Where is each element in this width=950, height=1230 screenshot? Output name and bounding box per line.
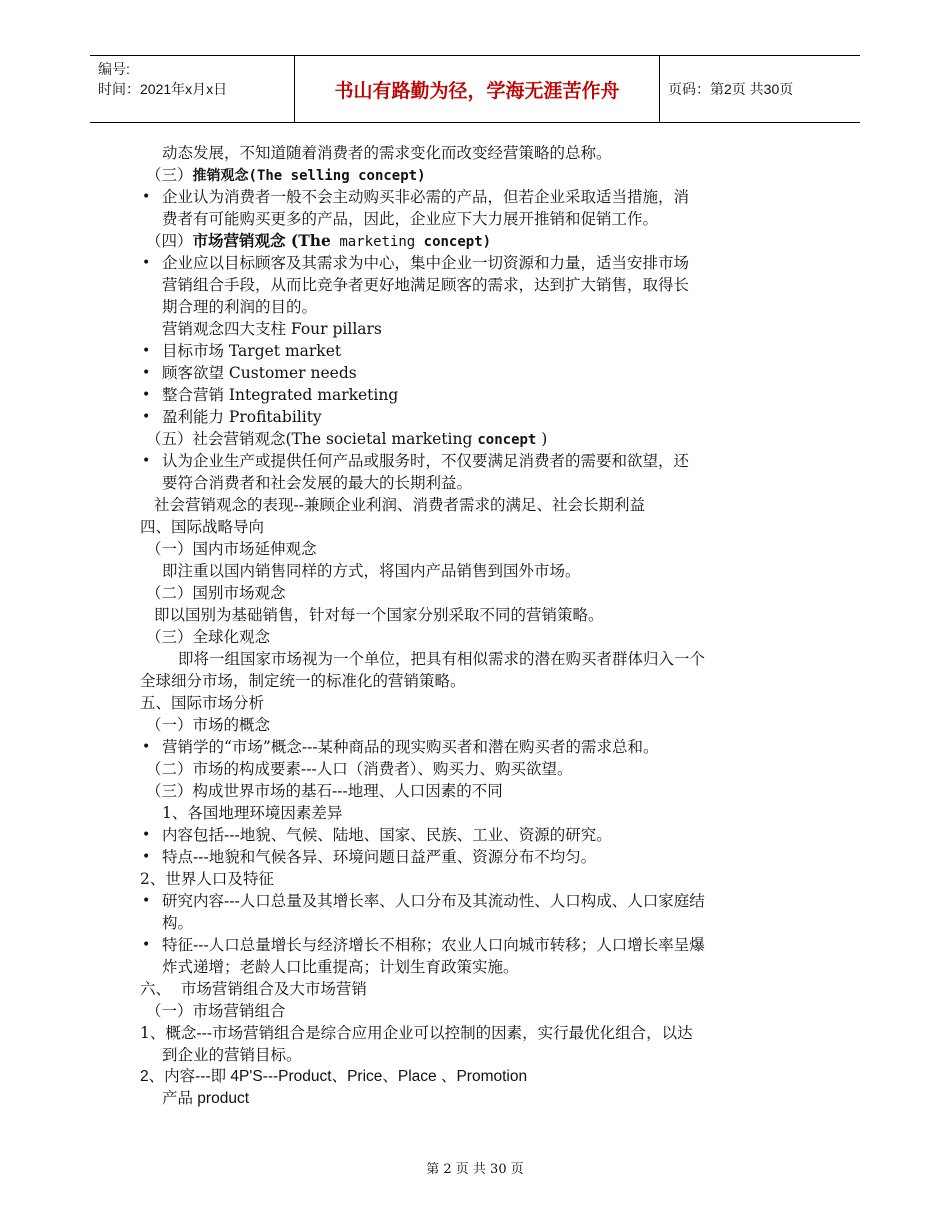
section-heading: 四、国际战略导向 [140, 518, 265, 536]
section-heading [140, 428, 820, 450]
bullet-line [140, 846, 820, 868]
text-line: 2、世界人口及特征 [140, 870, 274, 888]
text-line: 费者有可能购买更多的产品，因此，企业应下大力展开推销和促销工作。 [162, 210, 659, 228]
bullet-line [140, 450, 820, 472]
header-meta [90, 56, 295, 122]
bullet-icon: • [142, 343, 151, 359]
bullet-icon: • [142, 453, 151, 469]
bullet-icon: • [142, 739, 151, 755]
text-line: 1、概念---市场营销组合是综合应用企业可以控制的因素，实行最优化组合，以达 [140, 1024, 693, 1042]
section-heading: （一）市场营销组合 [146, 1002, 286, 1020]
text-line: 到企业的营销目标。 [162, 1046, 302, 1064]
bullet-line [140, 824, 820, 846]
heading-title: 推销观念(The selling concept) [192, 168, 426, 184]
bullet-icon: • [142, 365, 151, 381]
bullet-line [140, 252, 820, 274]
document-body [140, 142, 820, 1110]
bullet-line [140, 406, 820, 428]
bullet-text: 特点---地貌和气候各异、环境问题日益严重、资源分布不均匀。 [162, 848, 597, 866]
bullet-icon: • [142, 849, 151, 865]
bullet-text: 顾客欲望 Customer needs [162, 364, 357, 382]
text-line: 构。 [162, 914, 194, 932]
page-header [90, 55, 860, 123]
bullet-line [140, 340, 820, 362]
bullet-text: 企业应以目标顾客及其需求为中心，集中企业一切资源和力量，适当安排市场 [162, 254, 690, 272]
bullet-text: 整合营销 Integrated marketing [162, 386, 399, 404]
section-heading: （二）国别市场观念 [146, 584, 286, 602]
bullet-line [140, 890, 820, 912]
bullet-line [140, 186, 820, 208]
text-line: 全球细分市场，制定统一的标准化的营销策略。 [140, 672, 466, 690]
text-line: 动态发展，不知道随着消费者的需求变化而改变经营策略的总称。 [162, 144, 612, 162]
text-line: 营销组合手段，从而比竞争者更好地满足顾客的需求，达到扩大销售，取得长 [162, 276, 690, 294]
bullet-icon: • [142, 409, 151, 425]
bullet-icon: • [142, 189, 151, 205]
text-line: 要符合消费者和社会发展的最大的长期利益。 [162, 474, 473, 492]
bullet-icon: • [142, 827, 151, 843]
text-line: 1、各国地理环境因素差异 [162, 804, 343, 822]
heading-prefix: （三） [146, 166, 193, 184]
bullet-line [140, 934, 820, 956]
bullet-icon: • [142, 893, 151, 909]
heading-text-bold: concept [477, 432, 537, 448]
text-line: 即注重以国内销售同样的方式，将国内产品销售到国外市场。 [162, 562, 581, 580]
time-label: 时间：2021年x月x日 [98, 81, 228, 97]
text-line: 即以国别为基础销售，针对每一个国家分别采取不同的营销策略。 [154, 606, 604, 624]
section-heading: （三）构成世界市场的基石---地理、人口因素的不同 [146, 782, 503, 800]
bullet-text: 盈利能力 Profitability [162, 408, 322, 426]
bullet-line [140, 384, 820, 406]
section-heading: （二）市场的构成要素---人口（消费者）、购买力、购买欲望。 [146, 760, 573, 778]
section-heading: （一）市场的概念 [146, 716, 271, 734]
bullet-text: 营销学的“市场”概念---某种商品的现实购买者和潜在购买者的需求总和。 [162, 738, 659, 756]
bullet-line [140, 736, 820, 758]
heading-prefix: （四） [146, 232, 193, 250]
header-page-label: 页码：第2页 共30页 [668, 81, 794, 97]
text-line: 产品 product [162, 1090, 250, 1107]
heading-title-end: concept) [423, 234, 492, 250]
bullet-icon: • [142, 387, 151, 403]
text-line: 社会营销观念的表现--兼顾企业利润、消费者需求的满足、社会长期利益 [154, 496, 645, 514]
bullet-icon: • [142, 937, 151, 953]
bullet-text: 认为企业生产或提供任何产品或服务时，不仅要满足消费者的需要和欲望，还 [162, 452, 690, 470]
heading-text-end: ) [536, 430, 548, 448]
section-heading: （三）全球化观念 [146, 628, 271, 646]
text-line: 期合理的利润的目的。 [162, 298, 318, 316]
bullet-text: 目标市场 Target market [162, 342, 342, 360]
bullet-text: 特征---人口总量增长与经济增长不相称；农业人口向城市转移；人口增长率呈爆 [162, 936, 705, 954]
section-heading [140, 230, 820, 252]
heading-title: 市场营销观念 (The [192, 231, 331, 250]
number-label: 编号: [98, 61, 130, 77]
text-line: 即将一组国家市场视为一个单位，把具有相似需求的潜在购买者群体归入一个 [178, 650, 706, 668]
bullet-icon: • [142, 255, 151, 271]
text-line: 营销观念四大支柱 Four pillars [162, 320, 382, 338]
bullet-text: 企业认为消费者一般不会主动购买非必需的产品，但若企业采取适当措施，消 [162, 188, 690, 206]
bullet-text: 研究内容---人口总量及其增长率、人口分布及其流动性、人口构成、人口家庭结 [162, 892, 705, 910]
header-motto: 书山有路勤为径，学海无涯苦作舟 [295, 56, 660, 122]
bullet-text: 内容包括---地貌、气候、陆地、国家、民族、工业、资源的研究。 [162, 826, 612, 844]
section-heading: 六、 市场营销组合及大市场营销 [140, 980, 367, 998]
section-heading [140, 164, 820, 186]
heading-text: （五）社会营销观念(The societal marketing [146, 430, 478, 448]
section-heading: （一）国内市场延伸观念 [146, 540, 317, 558]
page-footer: 第 2 页 共 30 页 [426, 1162, 524, 1177]
heading-title-mid: marketing [330, 234, 424, 250]
section-heading: 五、国际市场分析 [140, 694, 265, 712]
bullet-line [140, 362, 820, 384]
text-line: 2、内容---即 4P'S---Product、Price、Place 、Promotion [140, 1068, 528, 1085]
text-line: 炸式递增；老龄人口比重提高；计划生育政策实施。 [162, 958, 519, 976]
